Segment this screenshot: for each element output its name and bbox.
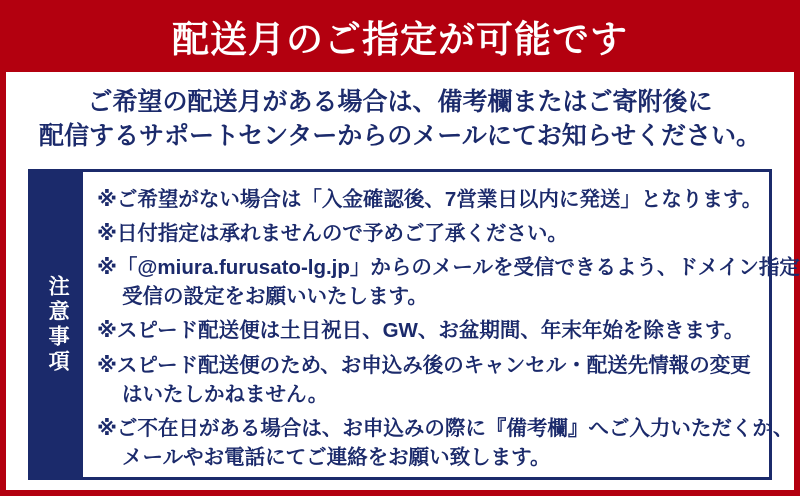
list-item <box>97 219 800 248</box>
page-title: 配送月のご指定が可能です <box>172 18 628 60</box>
list-item <box>97 351 800 409</box>
subheading-line-1: ご希望の配送月がある場合は、備考欄またはご寄附後に <box>87 87 713 116</box>
header-band <box>6 6 794 72</box>
list-item-line-1: ※スピード配送便のため、お申込み後のキャンセル・配送先情報の変更 <box>97 353 751 377</box>
list-item-line-1: ※スピード配送便は土日祝日、GW、お盆期間、年末年始を除きます。 <box>97 319 745 343</box>
subheading <box>6 72 794 166</box>
list-item-line-2: 受信の設定をお願いいたします。 <box>122 285 428 309</box>
list-item-line-2: メールやお電話にてご連絡をお願い致します。 <box>122 445 551 469</box>
list-item-line-1: ※ご不在日がある場合は、お申込みの際に『備考欄』へご入力いただくか、 <box>97 416 794 440</box>
subheading-line-2: 配信するサポートセンターからのメールにてお知らせください。 <box>38 122 761 150</box>
notice-label <box>31 172 83 477</box>
notice-list <box>83 172 800 477</box>
list-item-line-1: ※日付指定は承れませんので予めご了承ください。 <box>97 222 568 246</box>
list-item-line-2: はいたしかねません。 <box>122 382 329 406</box>
list-item <box>97 253 800 311</box>
list-item <box>97 414 800 472</box>
notice-box <box>28 169 800 480</box>
list-item <box>97 185 800 214</box>
list-item <box>97 316 800 345</box>
notice-label-text: 注意事項 <box>46 274 70 375</box>
list-item-line-1: ※ご希望がない場合は「入金確認後、7営業日以内に発送」となります。 <box>97 188 763 211</box>
list-item-line-1: ※「@miura.furusato-lg.jp」からのメールを受信できるよう、ドメイン指定 <box>97 256 800 280</box>
